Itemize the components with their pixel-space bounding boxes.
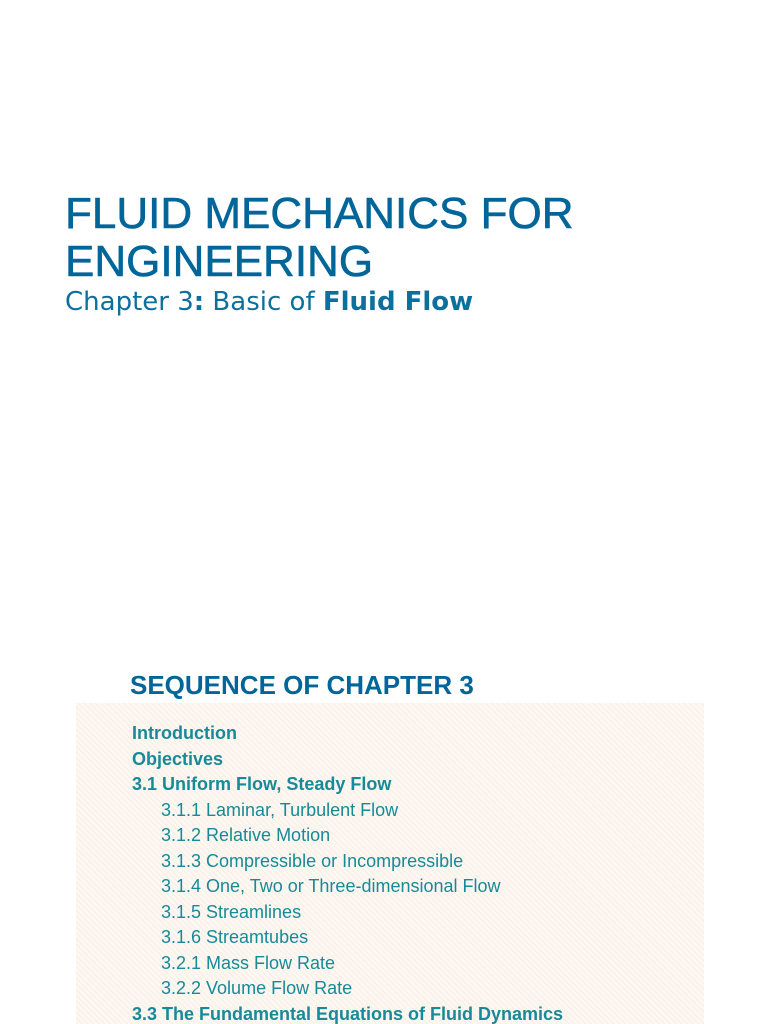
- subtitle-chapter: Chapter 3: [65, 287, 194, 317]
- subtitle-middle: Basic of: [204, 287, 323, 317]
- toc-item: 3.1.4 One, Two or Three-dimensional Flow: [161, 876, 501, 896]
- table-of-contents-box: [76, 703, 704, 1024]
- toc-item: 3.1 Uniform Flow, Steady Flow: [132, 774, 392, 794]
- subtitle-topic: Fluid Flow: [322, 287, 474, 317]
- toc-item: 3.1.6 Streamtubes: [161, 927, 309, 947]
- sequence-heading: SEQUENCE OF CHAPTER 3: [130, 670, 474, 700]
- toc-item: 3.3 The Fundamental Equations of Fluid Dynamics: [132, 1003, 564, 1024]
- subtitle-colon: :: [193, 287, 205, 317]
- toc-item: 3.1.5 Streamlines: [161, 901, 302, 922]
- toc-item: Objectives: [132, 748, 224, 769]
- toc-item: 3.2.1 Mass Flow Rate: [161, 952, 336, 973]
- toc-item: 3.1.3 Compressible or Incompressible: [161, 850, 464, 871]
- toc-item: 3.1.2 Relative Motion: [161, 825, 331, 845]
- table-of-contents: [132, 721, 563, 1024]
- toc-item: 3.2.2 Volume Flow Rate: [161, 978, 353, 998]
- document-title: FLUID MECHANICS FOR ENGINEERING: [65, 189, 574, 286]
- document-subtitle: [65, 285, 473, 319]
- toc-item: Introduction: [132, 723, 237, 743]
- toc-item: 3.1.1 Laminar, Turbulent Flow: [161, 799, 399, 820]
